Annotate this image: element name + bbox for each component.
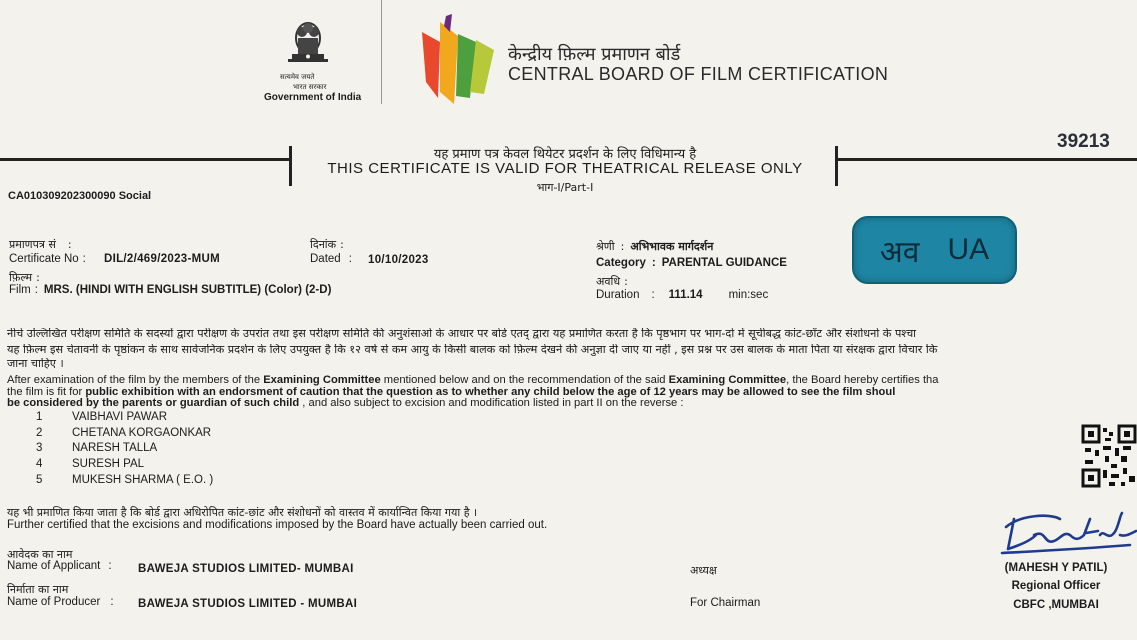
certificate-label: Certificate No : <box>9 253 86 265</box>
rating-badge-english: UA <box>947 233 990 266</box>
banner-line-right <box>836 158 1137 161</box>
applicant-label-hindi: आवेदक का नाम <box>7 548 73 561</box>
english-paragraph-line-2: the film is fit for public exhibition with an endorsment of caution that the question as to whether any child below the age of 12 years may be allowed to see the film shoul <box>7 387 896 398</box>
list-item: 5 MUKESH SHARMA ( E.O. ) <box>36 474 214 486</box>
producer-name: BAWEJA STUDIOS LIMITED - MUMBAI <box>138 598 358 610</box>
banner-bracket-right <box>835 146 838 186</box>
further-certified-english: Further certified that the excisions and modifications imposed by the Board have actually been carried out. <box>7 519 548 531</box>
english-paragraph-line-1: After examination of the film by the members of the Examining Committee mentioned below and on the recommendation of the said Examining Committee, the Board hereby certifies tha <box>7 375 939 386</box>
board-name-hindi: केन्द्रीय फ़िल्म प्रमाणन बोर्ड <box>508 44 681 65</box>
signatory-name: (MAHESH Y PATIL) <box>1004 562 1108 574</box>
signature <box>1000 505 1137 557</box>
film-title: MRS. (HINDI WITH ENGLISH SUBTITLE) (Color) (2-D) <box>43 284 332 296</box>
producer-label: Name of Producer : <box>7 596 114 608</box>
applicant-name: BAWEJA STUDIOS LIMITED- MUMBAI <box>138 563 354 575</box>
certificate-label-hindi: प्रमाणपत्र सं : <box>9 238 72 251</box>
signatory-title: Regional Officer <box>1011 580 1101 592</box>
banner-line-left <box>0 158 292 161</box>
hindi-paragraph-line-2: यह फ़िल्म इस चेतावनी के पृष्ठांकन के साथ सार्वजनिक प्रदर्शन के लिए उपयुक्त है कि १२ वर्ष से कम आयु के किसी बालक को फ़िल्म देखने की अनुज्ञा दी जाए या नहीं , इस प्रश्न पर उस बालक के माता पिता या संरक्षक द्वारा विचार कि <box>7 344 938 356</box>
film-label-hindi: फ़िल्म : <box>9 271 40 284</box>
list-item: 2 CHETANA KORGAONKAR <box>36 427 212 439</box>
board-name-english: CENTRAL BOARD OF FILM CERTIFICATION <box>508 64 889 84</box>
category-value: PARENTAL GUIDANCE <box>661 257 787 269</box>
validity-english: THIS CERTIFICATE IS VALID FOR THEATRICAL RELEASE ONLY <box>327 160 803 177</box>
rating-badge-hindi: अव <box>879 234 920 270</box>
gov-india-english: Government of India <box>264 92 362 103</box>
date-label-hindi: दिनांक : <box>310 238 344 251</box>
cbfc-logo-icon <box>418 12 498 104</box>
duration-label-hindi: अवधि : <box>596 275 628 288</box>
header-divider <box>381 0 382 104</box>
hindi-paragraph-line-3: जाना चाहिए । <box>7 358 64 370</box>
rating-badge <box>852 216 1017 284</box>
gov-india-hindi: भारत सरकार <box>293 83 327 91</box>
certificate-date: 10/10/2023 <box>368 254 429 266</box>
chairman-hindi: अध्यक्ष <box>690 564 717 577</box>
list-item: 1 VAIBHAVI PAWAR <box>36 411 167 423</box>
category-hindi: श्रेणी : अभिभावक मार्गदर्शन <box>596 240 714 253</box>
producer-label-hindi: निर्माता का नाम <box>7 583 69 596</box>
serial-number: 39213 <box>1057 131 1110 152</box>
certificate-number: DIL/2/469/2023-MUM <box>104 253 220 265</box>
qr-code-icon <box>1081 424 1137 488</box>
chairman-english: For Chairman <box>690 597 761 609</box>
national-emblem-icon <box>282 14 334 74</box>
english-paragraph-line-3: be considered by the parents or guardian of such child , and also subject to excision and modification listed in part II on the reverse : <box>7 398 684 409</box>
list-item: 3 NARESH TALLA <box>36 442 158 454</box>
hindi-paragraph-line-1: नीचे उल्लिखित परीक्षण समिति के सदस्यों द्वारा परीक्षण के उपरांत तथा इस परीक्षण समिति की अनुशंसाओ के आधार पर बोर्ड एतद् द्वारा यह प्रमाणित करता है कि पृष्ठभाग पर भाग-दो में सूचीबद्ध कांट-छाँट और संशोधनो के पश्चा <box>7 328 917 340</box>
duration-value: 111.14 <box>668 289 703 301</box>
date-label: Dated : <box>310 253 352 265</box>
banner-bracket-left <box>289 146 292 186</box>
part-label: भाग-I/Part-I <box>536 181 594 194</box>
signatory-office: CBFC ,MUMBAI <box>1013 599 1099 611</box>
category-row: Category : PARENTAL GUIDANCE <box>596 257 787 269</box>
duration-row: Duration : 111.14 min:sec <box>596 289 769 301</box>
validity-hindi: यह प्रमाण पत्र केवल थियेटर प्रदर्शन के लिए विधिमान्य है <box>433 147 697 162</box>
film-row: Film : MRS. (HINDI WITH ENGLISH SUBTITLE) (Color) (2-D) <box>9 284 332 296</box>
reference-code: CA010309202300090 Social <box>8 190 152 202</box>
emblem-motto: सत्यमेव जयते <box>280 73 315 81</box>
further-certified-hindi: यह भी प्रमाणित किया जाता है कि बोर्ड द्वारा अधिरोपित कांट-छांट और संशोधनों को वास्तव में कार्यान्वित किया गया है । <box>7 506 478 519</box>
list-item: 4 SURESH PAL <box>36 458 145 470</box>
applicant-label: Name of Applicant : <box>7 560 112 572</box>
